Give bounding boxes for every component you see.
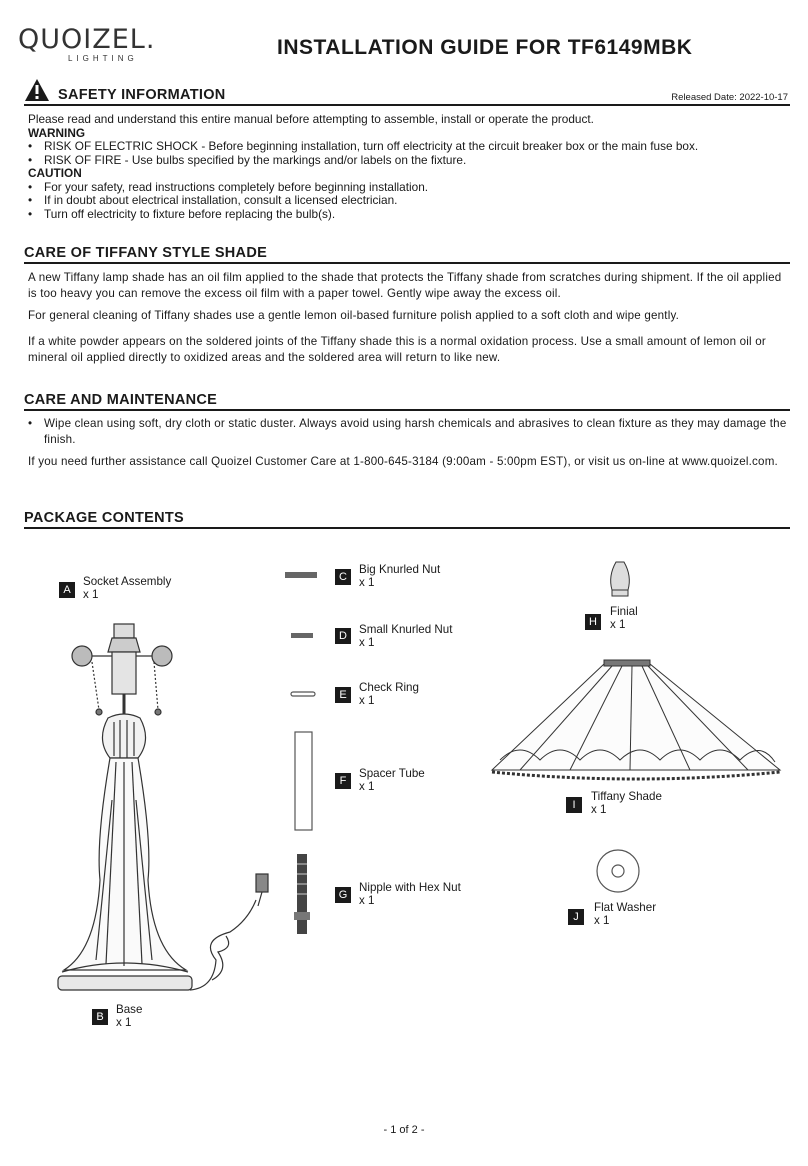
safety-body — [28, 113, 788, 221]
part-qty: x 1 — [591, 803, 607, 816]
section-divider — [24, 527, 790, 529]
tiffany-paragraph: A new Tiffany lamp shade has an oil film applied to the shade that protects the Tiffany shade from scratches during shipment. If the oil applied is too heavy you can remove the excess oil film with a paper towel. Gently wipe away the excess oil. — [28, 271, 782, 300]
safety-intro: Please read and understand this entire manual before attempting to assemble, install or operate the product. — [28, 112, 594, 126]
package-heading: PACKAGE CONTENTS — [24, 510, 185, 526]
part-name: Tiffany Shade — [591, 790, 662, 803]
assistance-text: If you need further assistance call Quoizel Customer Care at 1-800-645-3184 (9:00am - 5:00pm EST), or visit us on-line at www.quoizel.com. — [28, 455, 778, 468]
check-ring-drawing — [291, 692, 315, 696]
part-name: Base — [116, 1003, 143, 1016]
part-badge: C — [335, 569, 351, 585]
tiffany-heading: CARE OF TIFFANY STYLE SHADE — [24, 245, 268, 261]
page-number: - 1 of 2 - — [383, 1124, 425, 1136]
part-badge: I — [566, 797, 582, 813]
part-badge: D — [335, 628, 351, 644]
part-name: Spacer Tube — [359, 767, 425, 780]
section-divider — [24, 409, 790, 411]
part-badge: J — [568, 909, 584, 925]
section-divider — [24, 104, 790, 106]
part-qty: x 1 — [610, 618, 626, 631]
part-qty: x 1 — [359, 576, 375, 589]
brand-tagline: LIGHTING — [68, 54, 138, 63]
caution-label: CAUTION — [28, 166, 82, 180]
part-name: Socket Assembly — [83, 575, 172, 588]
caution-item: • If in doubt about electrical installation, consult a licensed electrician. — [28, 194, 788, 208]
part-name: Check Ring — [359, 681, 419, 694]
released-date: Released Date: 2022-10-17 — [671, 92, 788, 103]
part-qty: x 1 — [359, 694, 375, 707]
part-badge: F — [335, 773, 351, 789]
part-badge: A — [59, 582, 75, 598]
maintenance-bullet: • Wipe clean using soft, dry cloth or static duster. Always avoid using harsh chemicals and abrasives to clean fixture as they may damage the finish. — [28, 416, 788, 447]
caution-item: • For your safety, read instructions completely before beginning installation. — [28, 181, 788, 195]
part-qty: x 1 — [116, 1016, 132, 1029]
tiffany-shade-drawing — [492, 660, 780, 779]
part-name: Finial — [610, 605, 638, 618]
lamp-base-drawing — [58, 624, 268, 990]
part-qty: x 1 — [359, 780, 375, 793]
package-illustration — [0, 540, 808, 1060]
page-title: INSTALLATION GUIDE FOR TF6149MBK — [277, 36, 693, 59]
part-qty: x 1 — [359, 636, 375, 649]
part-badge: G — [335, 887, 351, 903]
finial-drawing — [611, 562, 630, 596]
part-qty: x 1 — [594, 914, 610, 927]
part-name: Big Knurled Nut — [359, 563, 441, 576]
part-name: Flat Washer — [594, 901, 657, 914]
warning-triangle-icon — [24, 78, 50, 107]
part-name: Nipple with Hex Nut — [359, 881, 461, 894]
small-knurled-nut-drawing — [291, 633, 313, 638]
warning-label: WARNING — [28, 125, 86, 140]
safety-heading: SAFETY INFORMATION — [58, 87, 226, 103]
warning-item: • RISK OF ELECTRIC SHOCK - Before beginning installation, turn off electricity at the circuit breaker box or the main fuse box. — [28, 140, 788, 154]
section-divider — [24, 262, 790, 264]
flat-washer-drawing — [597, 850, 639, 892]
tiffany-paragraph: If a white powder appears on the soldered joints of the Tiffany shade this is a normal oxidation process. Use a small amount of lemon oil or mineral oil applied directly to oxidized areas and the soldered area will return to like new. — [28, 335, 766, 364]
nipple-hex-nut-drawing — [294, 854, 310, 934]
part-qty: x 1 — [83, 588, 99, 601]
part-qty: x 1 — [359, 894, 375, 907]
warning-item: • RISK OF FIRE - Use bulbs specified by the markings and/or labels on the fixture. — [28, 154, 788, 168]
brand-name: QUOIZEL. — [18, 24, 156, 55]
part-badge: E — [335, 687, 351, 703]
part-name: Small Knurled Nut — [359, 623, 453, 636]
part-badge: H — [585, 614, 601, 630]
brand-logo — [18, 26, 155, 63]
caution-item: • Turn off electricity to fixture before replacing the bulb(s). — [28, 208, 788, 222]
tiffany-paragraph: For general cleaning of Tiffany shades use a gentle lemon oil-based furniture polish applied to a soft cloth and wipe gently. — [28, 309, 680, 322]
big-knurled-nut-drawing — [285, 572, 317, 578]
spacer-tube-drawing — [295, 732, 312, 830]
maintenance-heading: CARE AND MAINTENANCE — [24, 392, 218, 408]
part-badge: B — [92, 1009, 108, 1025]
